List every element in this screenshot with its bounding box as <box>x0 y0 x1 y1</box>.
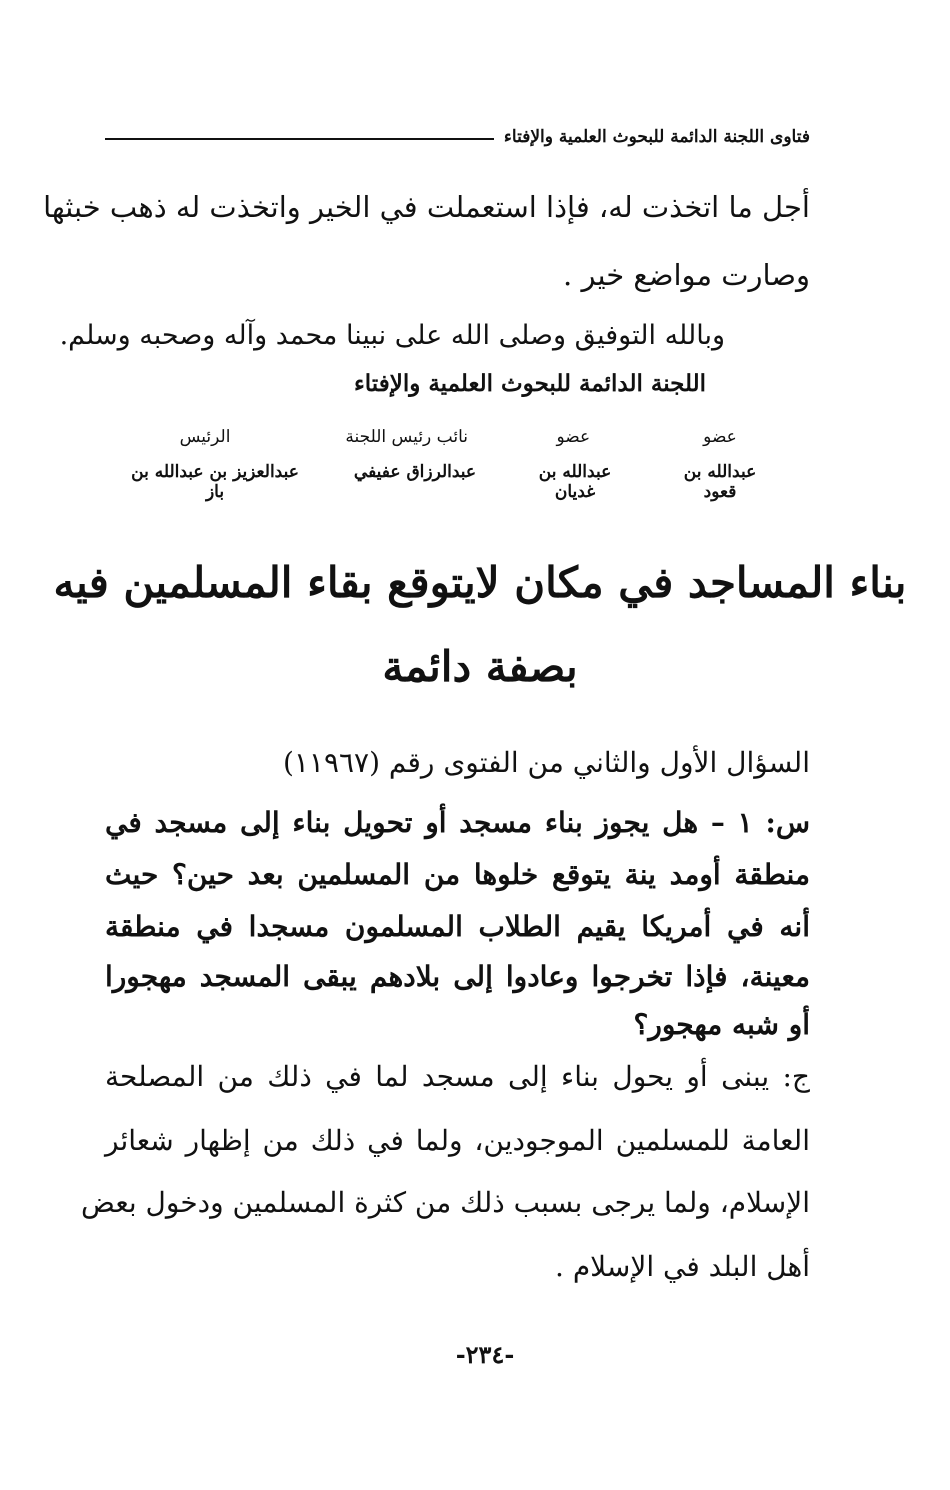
signature-name: عبدالعزيز بن عبدالله بن باز <box>131 462 299 502</box>
running-header <box>105 122 810 152</box>
committee-name: اللجنة الدائمة للبحوث العلمية والإفتاء <box>353 370 707 397</box>
question-line: أنه في أمريكا يقيم الطلاب المسلمون مسجدا في منطقة <box>105 910 810 943</box>
signature-name: عبدالرزاق عفيفي <box>353 462 477 482</box>
answer-line: العامة للمسلمين الموجودين، ولما في ذلك من إظهار شعائر <box>105 1124 810 1157</box>
question-line: أو شبه مهجور؟ <box>633 1008 810 1041</box>
signature-name: عبدالله بن غديان <box>538 462 612 502</box>
header-rule <box>105 138 494 140</box>
question-line: معينة، فإذا تخرجوا وعادوا إلى بلادهم يبقى المسجد مهجورا <box>105 960 810 993</box>
signature-role: الرئيس <box>179 427 231 447</box>
signature-role: عضو <box>556 427 591 447</box>
answer-line: الإسلام، ولما يرجى بسبب ذلك من كثرة المسلمين ودخول بعض <box>81 1186 810 1219</box>
fatwa-title: بصفة دائمة <box>382 642 578 691</box>
question-line: منطقة أومد ينة يتوقع خلوها من المسلمين بعد حين؟ حيث <box>105 858 810 891</box>
signature-role: نائب رئيس اللجنة <box>345 427 468 447</box>
page-number: -٢٣٤- <box>455 1340 515 1369</box>
closing-blessing: وبالله التوفيق وصلى الله على نبينا محمد وآله وصحبه وسلم. <box>59 320 725 351</box>
signature-roles <box>120 427 770 447</box>
question-intro: السؤال الأول والثاني من الفتوى رقم (١١٩٦٧) <box>282 746 810 779</box>
signature-role: عضو <box>703 427 737 447</box>
running-header-title: فتاوى اللجنة الدائمة للبحوث العلمية والإفتاء <box>503 127 810 147</box>
signature-name: عبدالله بن قعود <box>683 462 757 502</box>
body-line: أجل ما اتخذت له، فإذا استعملت في الخير واتخذت له ذهب خبثها <box>43 190 810 224</box>
question-line: س: ١ – هل يجوز بناء مسجد أو تحويل بناء إلى مسجد في <box>105 806 811 839</box>
fatwa-title: بناء المساجد في مكان لايتوقع بقاء المسلمين فيه <box>53 558 907 607</box>
signature-names <box>120 462 770 502</box>
answer-line: أهل البلد في الإسلام . <box>555 1250 810 1283</box>
answer-line: ج: يبنى أو يحول بناء إلى مسجد لما في ذلك من المصلحة <box>105 1060 810 1093</box>
body-line: وصارت مواضع خير . <box>563 258 810 292</box>
